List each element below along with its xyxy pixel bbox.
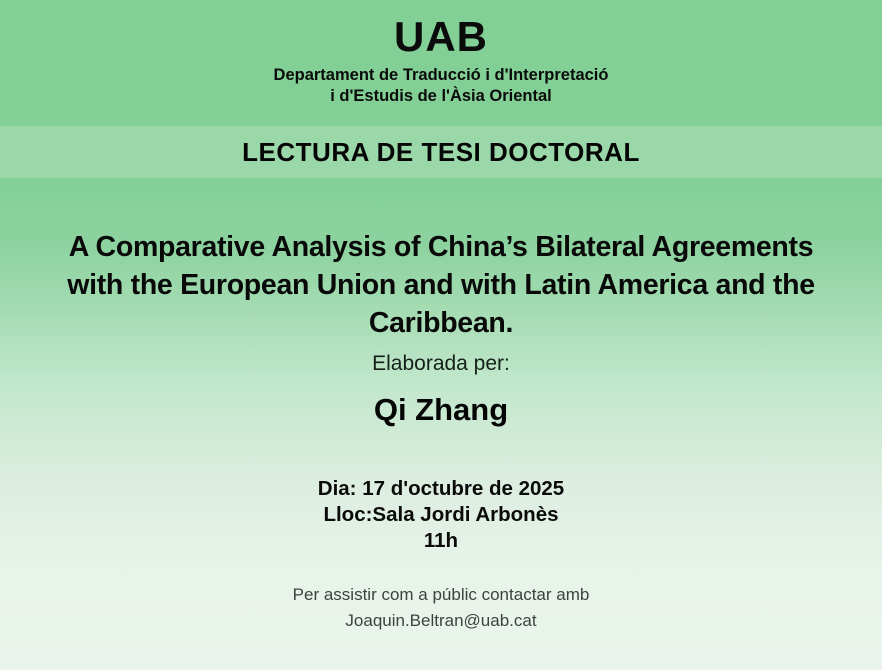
banner-title: LECTURA DE TESI DOCTORAL [242, 136, 640, 167]
event-location: Lloc:Sala Jordi Arbonès [323, 503, 559, 526]
contact-info [0, 582, 882, 634]
department-line-2: i d'Estudis de l'Àsia Oriental [330, 87, 552, 105]
contact-instruction: Per assistir com a públic contactar amb [292, 585, 590, 604]
author-name: Qi Zhang [373, 392, 509, 427]
department-line-1: Departament de Traducció i d'Interpretació [273, 66, 609, 84]
thesis-title-line-2: with the European Union and with Latin America and the [67, 269, 815, 301]
event-date: Dia: 17 d'octubre de 2025 [317, 477, 565, 500]
event-details [0, 476, 882, 554]
thesis-title-line-1: A Comparative Analysis of China’s Bilateral Agreements [68, 231, 814, 263]
elaborada-label: Elaborada per: [372, 352, 510, 375]
thesis-title [0, 228, 882, 342]
header-band [0, 0, 882, 126]
contact-email: Joaquin.Beltran@uab.cat [345, 611, 537, 630]
event-time: 11h [423, 529, 459, 552]
department-name [274, 65, 609, 107]
banner-band [0, 126, 882, 178]
uab-logo: UAB [394, 13, 488, 60]
main-body [0, 178, 882, 670]
thesis-title-line-3: Caribbean. [368, 307, 514, 339]
